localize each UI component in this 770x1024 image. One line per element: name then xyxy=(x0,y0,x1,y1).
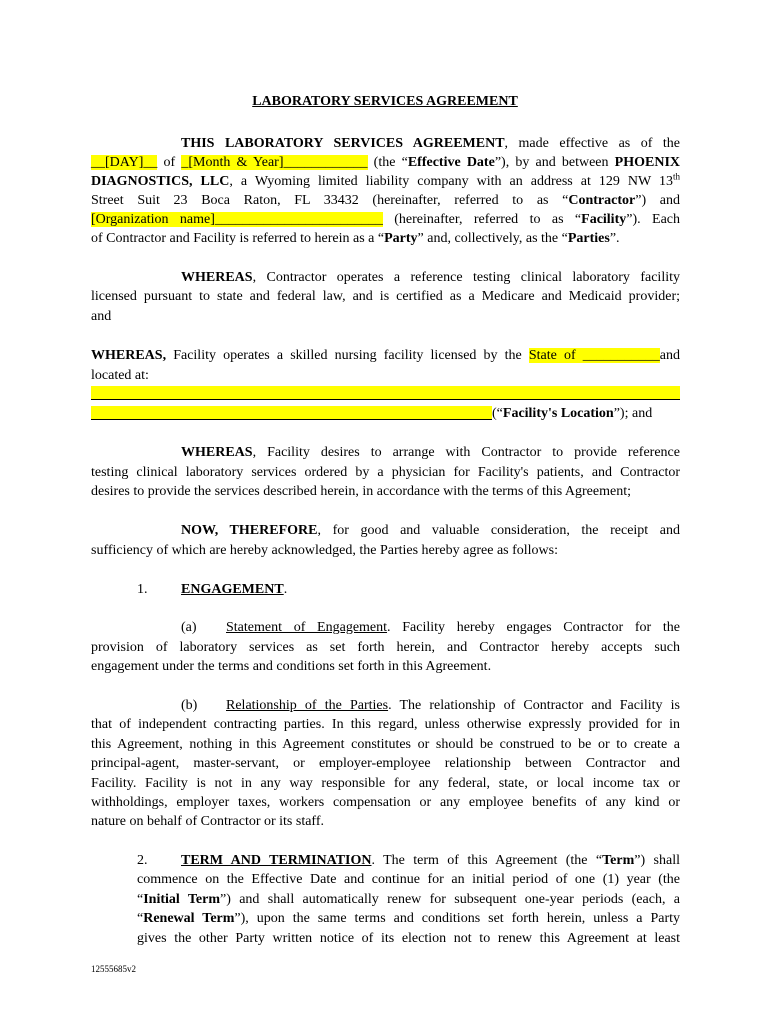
section-1a-label: (a) xyxy=(181,620,197,635)
section-1a-line-2: provision of laboratory services as set forth herein, and Contractor hereby accepts such xyxy=(91,640,680,655)
now-therefore-line-2: sufficiency of which are hereby acknowledged, the Parties hereby agree as follows: xyxy=(91,543,559,558)
section-1b-line-4: principal-agent, master-servant, or employer-employee relationship between Contractor and xyxy=(91,756,680,771)
whereas-2-line-2: located at: xyxy=(91,368,149,383)
whereas-3-line-1: WHEREAS, Facility desires to arrange with Contractor to provide reference xyxy=(181,445,680,460)
whereas-1-line-3: and xyxy=(91,309,112,324)
section-1b-line-3: this Agreement, nothing in this Agreement constitutes or should be construed to be or to create a xyxy=(91,737,680,752)
section-2-line-5: gives the other Party written notice of its election not to renew this Agreement at least xyxy=(137,931,680,946)
facility-location-label: (“Facility's Location”); and xyxy=(492,406,653,421)
section-1a-line-1: Statement of Engagement. Facility hereby engages Contractor for the xyxy=(226,620,680,635)
whereas-3-line-3: desires to provide the services described herein, in accordance with the terms of this Agreement; xyxy=(91,484,631,499)
whereas-3-line-2: testing clinical laboratory services ordered by a physician for Facility's patients, and Contractor xyxy=(91,465,680,480)
intro-line-6: of Contractor and Facility is referred to herein as a “Party” and, collectively, as the “Parties”. xyxy=(91,231,620,246)
section-1b-line-1: Relationship of the Parties. The relationship of Contractor and Facility is xyxy=(226,698,680,713)
intro-line-5: [Organization name]________________________ (hereinafter, referred to as “Facility”). Each xyxy=(91,212,681,227)
document-footer-id: 12555685v2 xyxy=(91,964,136,974)
section-2-line-1: TERM AND TERMINATION. The term of this Agreement (the “Term”) shall xyxy=(181,853,680,868)
location-field-line-1[interactable] xyxy=(91,386,680,400)
day-field[interactable]: __[DAY]__ xyxy=(91,155,158,170)
section-1b-line-7: nature on behalf of Contractor or its staff. xyxy=(91,814,325,829)
section-2-line-3: “Initial Term”) and shall automatically renew for subsequent one-year periods (each, a xyxy=(137,892,680,907)
now-therefore-line-1: NOW, THEREFORE, for good and valuable consideration, the receipt and xyxy=(181,523,680,538)
document-title: LABORATORY SERVICES AGREEMENT xyxy=(252,94,518,109)
section-1b-label: (b) xyxy=(181,698,198,713)
section-1-heading: ENGAGEMENT. xyxy=(181,582,288,597)
intro-line-4: Street Suit 23 Boca Raton, FL 33432 (hereinafter, referred to as “Contractor”) and xyxy=(91,193,680,208)
whereas-1-line-2: licensed pursuant to state and federal law, and is certified as a Medicare and Medicaid provider; xyxy=(91,289,680,304)
organization-name-field[interactable]: [Organization name]________________________ xyxy=(91,212,383,227)
section-1-number: 1. xyxy=(137,582,148,597)
section-1b-line-6: withholdings, employer taxes, workers compensation or any employee benefits of any kind or xyxy=(91,795,680,810)
section-1a-line-3: engagement under the terms and conditions set forth in this Agreement. xyxy=(91,659,492,674)
location-field-line-2[interactable] xyxy=(91,406,492,420)
section-1b-line-5: Facility. Facility is not in any way responsible for any federal, state, or local income tax or xyxy=(91,776,680,791)
section-2-number: 2. xyxy=(137,853,148,868)
whereas-1-line-1: WHEREAS, Contractor operates a reference testing clinical laboratory facility xyxy=(181,270,680,285)
month-year-field[interactable]: _[Month & Year]____________ xyxy=(181,155,368,170)
intro-line-3: DIAGNOSTICS, LLC, a Wyoming limited liability company with an address at 129 NW 13th xyxy=(91,171,680,189)
section-2-line-4: “Renewal Term”), upon the same terms and conditions set forth herein, unless a Party xyxy=(137,911,680,926)
intro-line-2: __[DAY]__ of _[Month & Year]____________ (the “Effective Date”), by and between PHOENIX xyxy=(91,155,681,170)
whereas-2-line-1: WHEREAS, Facility operates a skilled nursing facility licensed by the State of ___________and xyxy=(91,348,680,363)
intro-line-1: THIS LABORATORY SERVICES AGREEMENT, made effective as of the xyxy=(181,136,680,151)
state-field[interactable]: State of ___________ xyxy=(528,348,660,363)
section-1b-line-2: that of independent contracting parties. In this regard, unless otherwise expressly provided for in xyxy=(91,717,680,732)
section-2-line-2: commence on the Effective Date and continue for an initial period of one (1) year (the xyxy=(137,872,680,887)
